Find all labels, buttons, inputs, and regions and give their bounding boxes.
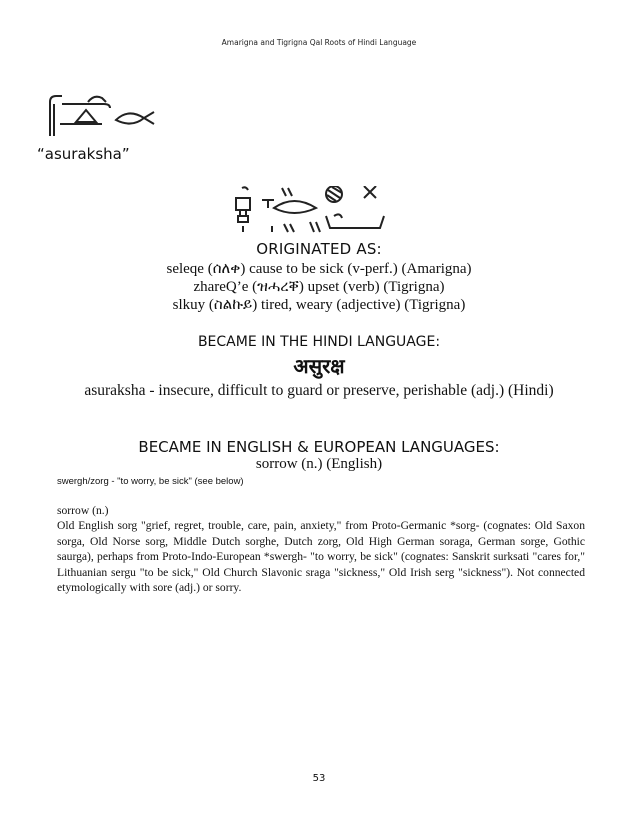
hindi-devanagari-word: असुरक्ष [293, 356, 345, 378]
hindi-definition: asuraksha - insecure, difficult to guard or preserve, perishable (adj.) (Hindi) [84, 382, 554, 399]
page-number: 53 [312, 773, 326, 784]
european-heading: BECAME IN ENGLISH & EUROPEAN LANGUAGES: [138, 438, 500, 456]
sorrow-entry-title: sorrow (n.) [57, 504, 109, 517]
running-header: Amarigna and Tigrigna Qal Roots of Hindi Language [221, 38, 417, 47]
hindi-heading: BECAME IN THE HINDI LANGUAGE: [197, 334, 441, 350]
hieroglyph-seleqe-icon [230, 186, 390, 239]
originated-line-amarigna: seleqe (ሰለቀ) cause to be sick (v-perf.) (Amarigna) [166, 261, 472, 277]
etymology-paragraph: Old English sorg "grief, regret, trouble, care, pain, anxiety," from Proto-Germanic *sorg- (cognates: Old Saxon sorga, Old Norse sorg, Middle Dutch sorghe, Dutch zorg, Old High German soraga, German sorge, Gothic saurga), perhaps from Proto-Indo-European *swergh- "to worry, be sick" (cognates: Sanskrit surksati "cares for," Lithuanian sergu "to be sick," Old Church Slavonic sraga "sickness," Old Irish serg "sickness"). Not connected etymologically with sore (adj.) or sorry. [57, 519, 585, 595]
originated-heading: ORIGINATED AS: [256, 240, 382, 258]
swergh-note: swergh/zorg - "to worry, be sick" (see below) [57, 476, 244, 487]
word-quoted: “asuraksha” [37, 145, 130, 163]
hieroglyph-asuraksha-icon [40, 94, 160, 143]
originated-line-tigrigna-upset: zhareQ’e (ዝሓረቐ) upset (verb) (Tigrigna) [193, 279, 445, 295]
originated-line-tigrigna-tired: slkuy (ስልኩይ) tired, weary (adjective) (Tigrigna) [172, 297, 466, 313]
english-sorrow-subheading: sorrow (n.) (English) [255, 456, 383, 472]
